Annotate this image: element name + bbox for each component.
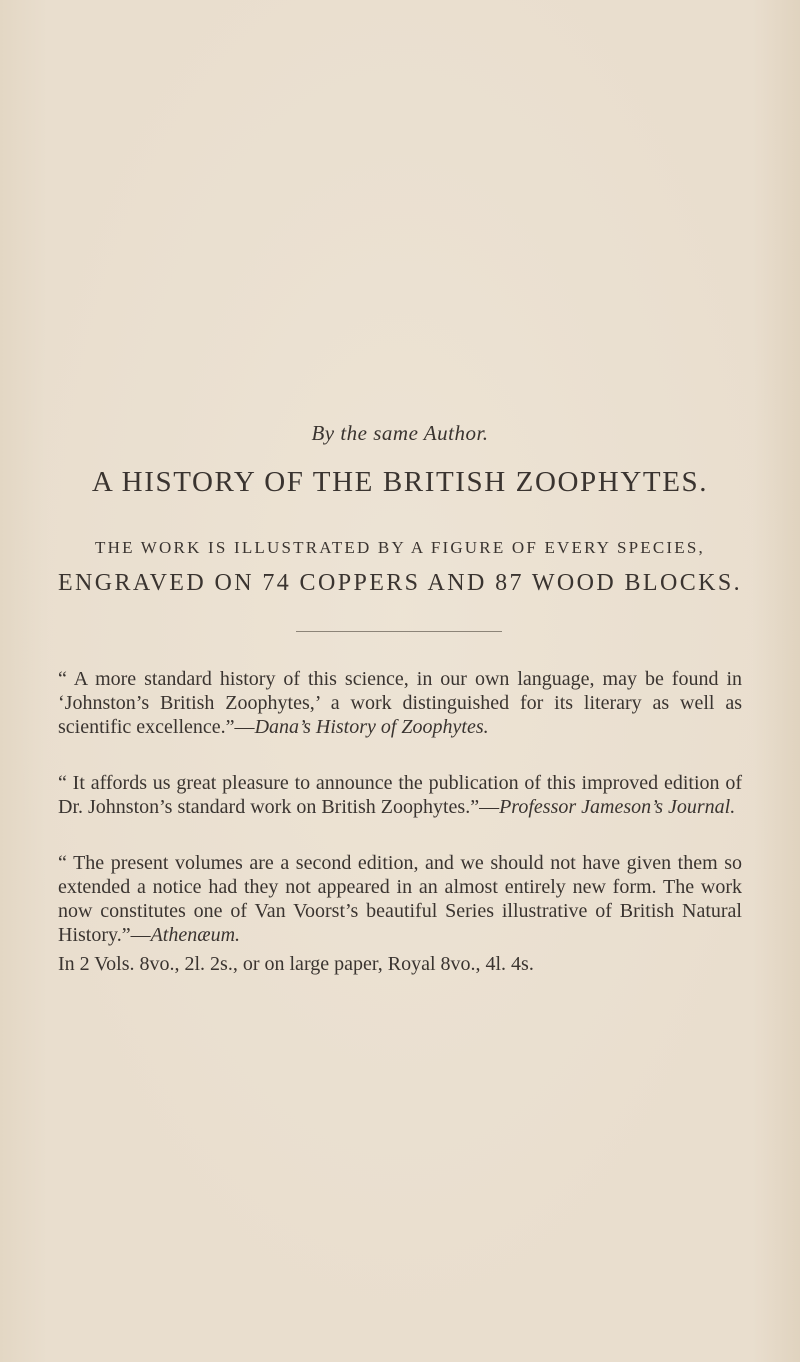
review-quote-athenaeum: [58, 851, 742, 947]
book-title: A HISTORY OF THE BRITISH ZOOPHYTES.: [91, 466, 709, 498]
review-text: “ It affords us great pleasure to announce the publication of this improved edition of Dr. Johnston’s standard work on British Zoophytes.”—: [58, 772, 742, 818]
divider-rule: [296, 631, 502, 632]
review-text: “ The present volumes are a second edition, and we should not have given them so extended a notice had they not appeared in an almost entirely new form. The work now constitutes one of Van Voorst’s beautiful Series illustrative of British Natural History.”—: [58, 852, 742, 946]
subtitle-line-2: ENGRAVED ON 74 COPPERS AND 87 WOOD BLOCKS.: [58, 570, 742, 596]
review-source: Dana’s History of Zoophytes.: [254, 716, 489, 738]
review-text: “ A more standard history of this science, in our own language, may be found in ‘Johnston’s British Zoophytes,’ a work distinguished for its literary as well as scientific excellence.”—: [58, 668, 742, 738]
subtitle-line-1: THE WORK IS ILLUSTRATED BY A FIGURE OF EVERY SPECIES,: [95, 538, 705, 557]
review-source: Professor Jameson’s Journal.: [499, 796, 736, 818]
review-quote-jameson: [58, 771, 742, 819]
byline: By the same Author.: [311, 421, 489, 445]
review-source: Athenæum.: [150, 924, 241, 946]
price-line: In 2 Vols. 8vo., 2l. 2s., or on large paper, Royal 8vo., 4l. 4s.: [58, 953, 534, 975]
review-quote-dana: [58, 667, 742, 739]
